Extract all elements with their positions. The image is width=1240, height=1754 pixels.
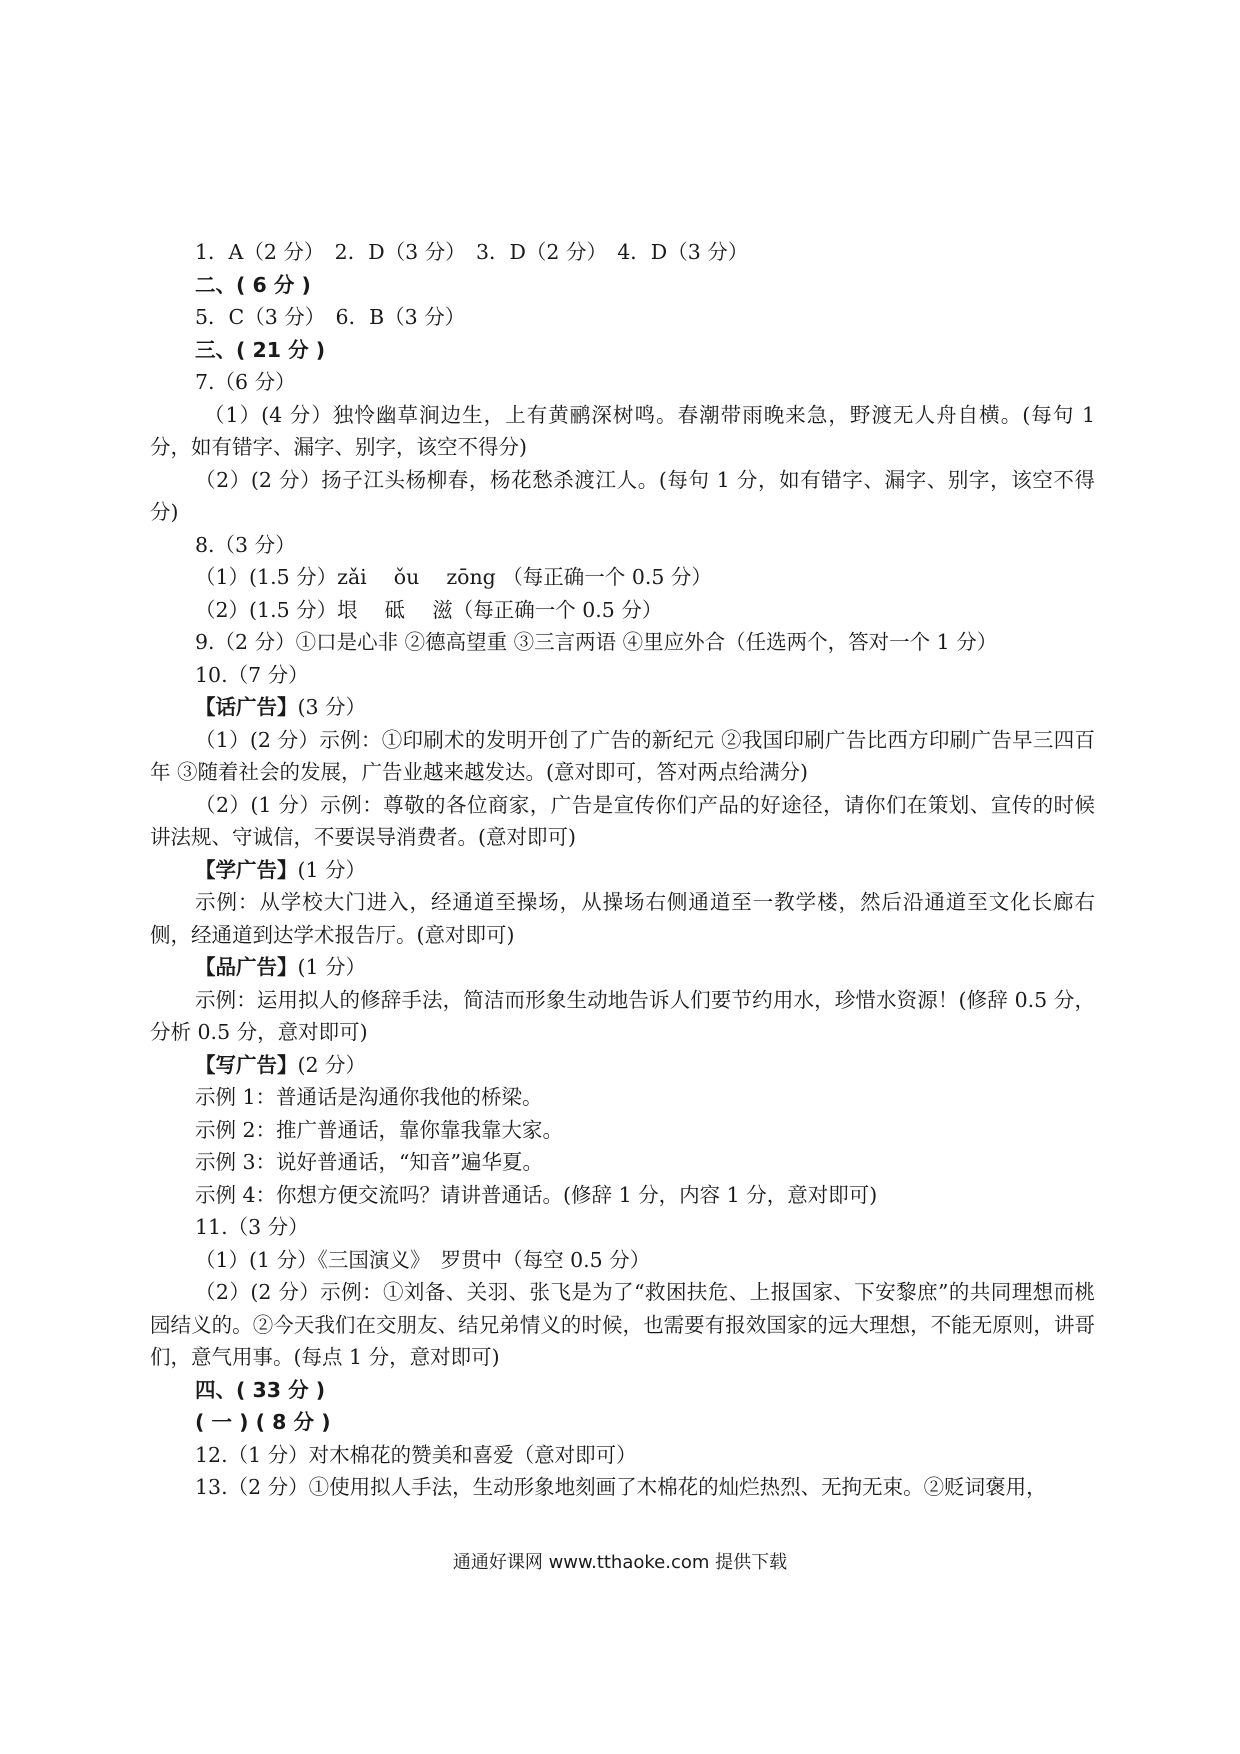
talk-ad-score: (3 分） [297,695,367,719]
subsection-one-heading: ( 一 ) ( 8 分 ) [195,1410,331,1434]
section-three-heading: 三、( 21 分 ) [195,337,326,362]
talk-ad-title: 【话广告】 [195,695,298,719]
learn-ad-heading [150,854,1095,887]
answer-10-evaluate: 示例：运用拟人的修辞手法，简洁而形象生动地告诉人们要节约用水，珍惜水资源！(修辞 0.5 分，分析 0.5 分，意对即可) [150,987,1095,1044]
answer-12: 12.（1 分）对木棉花的赞美和喜爱（意对即可） [195,1442,637,1467]
answer-9: 9.（2 分）①口是心非 ②德高望重 ③三言两语 ④里应外合（任选两个，答对一个 1 分） [195,630,998,654]
section-four-heading: 四、( 33 分 ) [195,1377,326,1402]
question-10-heading: 10.（7 分） [195,662,309,687]
evaluate-ad-score: (1 分） [297,955,367,979]
write-ad-score: (2 分） [297,1052,367,1077]
answer-10-talk-1: （1）(2 分）示例：①印刷术的发明开创了广告的新纪元 ②我国印刷广告比西方印刷广告早三四百年 ③随着社会的发展，广告业越来越发达。(意对即可，答对两点给满分) [150,727,1095,784]
section-two-heading: 二、( 6 分 ) [195,272,311,297]
answer-8-1: （1）(1.5 分）zǎi ǒu zōng （每正确一个 0.5 分） [195,565,712,589]
write-ad-example-3: 示例 3：说好普通话，“知音”遍华夏。 [195,1150,544,1174]
question-7-heading: 7.（6 分） [195,370,296,394]
page-footer: 通通好课网 www.tthaoke.com 提供下载 [452,1552,788,1573]
evaluate-ad-title: 【品广告】 [195,955,298,979]
learn-ad-score: (1 分） [297,857,367,882]
learn-ad-title: 【学广告】 [195,857,298,882]
answer-7-1: （1）(4 分）独怜幽草涧边生，上有黄鹂深树鸣。春潮带雨晚来急，野渡无人舟自横。(每句 1 分，如有错字、漏字、别字，该空不得分) [150,402,1095,459]
write-ad-heading [150,1049,1095,1082]
answer-8-2: （2）(1.5 分）垠 砥 滋（每正确一个 0.5 分） [195,597,663,622]
answer-7-2: （2）(2 分）扬子江头杨柳春，杨花愁杀渡江人。(每句 1 分，如有错字、漏字、别字，该空不得分) [150,467,1095,524]
answer-11-2: （2）(2 分）示例：①刘备、关羽、张飞是为了“救困扶危、上报国家、下安黎庶”的共同理想而桃园结义的。②今天我们在交朋友、结兄弟情义的时候，也需要有报效国家的远大理想，不能无原则，讲哥们，意气用事。(每点 1 分，意对即可) [150,1280,1095,1369]
answer-line-5-6: 5．C（3 分） 6．B（3 分） [195,305,466,329]
answer-10-learn: 示例：从学校大门进入，经通道至操场，从操场右侧通道至一教学楼，然后沿通道至文化长廊右侧，经通道到达学术报告厅。(意对即可) [150,890,1095,947]
answer-10-talk-2: （2）(1 分）示例：尊敬的各位商家，广告是宣传你们产品的好途径，请你们在策划、宣传的时候讲法规、守诚信，不要误导消费者。(意对即可) [150,792,1095,849]
write-ad-example-1: 示例 1：普通话是沟通你我他的桥梁。 [195,1085,543,1109]
answer-11-1: （1）(1 分）《三国演义》 罗贯中（每空 0.5 分） [195,1247,651,1272]
talk-ad-heading [150,691,1095,724]
answer-13: 13.（2 分）①使用拟人手法，生动形象地刻画了木棉花的灿烂热烈、无拘无束。②贬词褒用， [195,1475,1047,1499]
answer-line-1-4: 1．A（2 分） 2．D（3 分） 3．D（2 分） 4．D（3 分） [195,240,749,264]
write-ad-title: 【写广告】 [195,1052,298,1077]
evaluate-ad-heading [150,951,1095,984]
question-11-heading: 11.（3 分） [195,1215,309,1239]
question-8-heading: 8.（3 分） [195,532,296,557]
answer-content [150,236,1095,1504]
write-ad-example-2: 示例 2：推广普通话，靠你靠我靠大家。 [195,1117,564,1142]
write-ad-example-4: 示例 4：你想方便交流吗？请讲普通话。(修辞 1 分，内容 1 分，意对即可) [195,1182,878,1207]
